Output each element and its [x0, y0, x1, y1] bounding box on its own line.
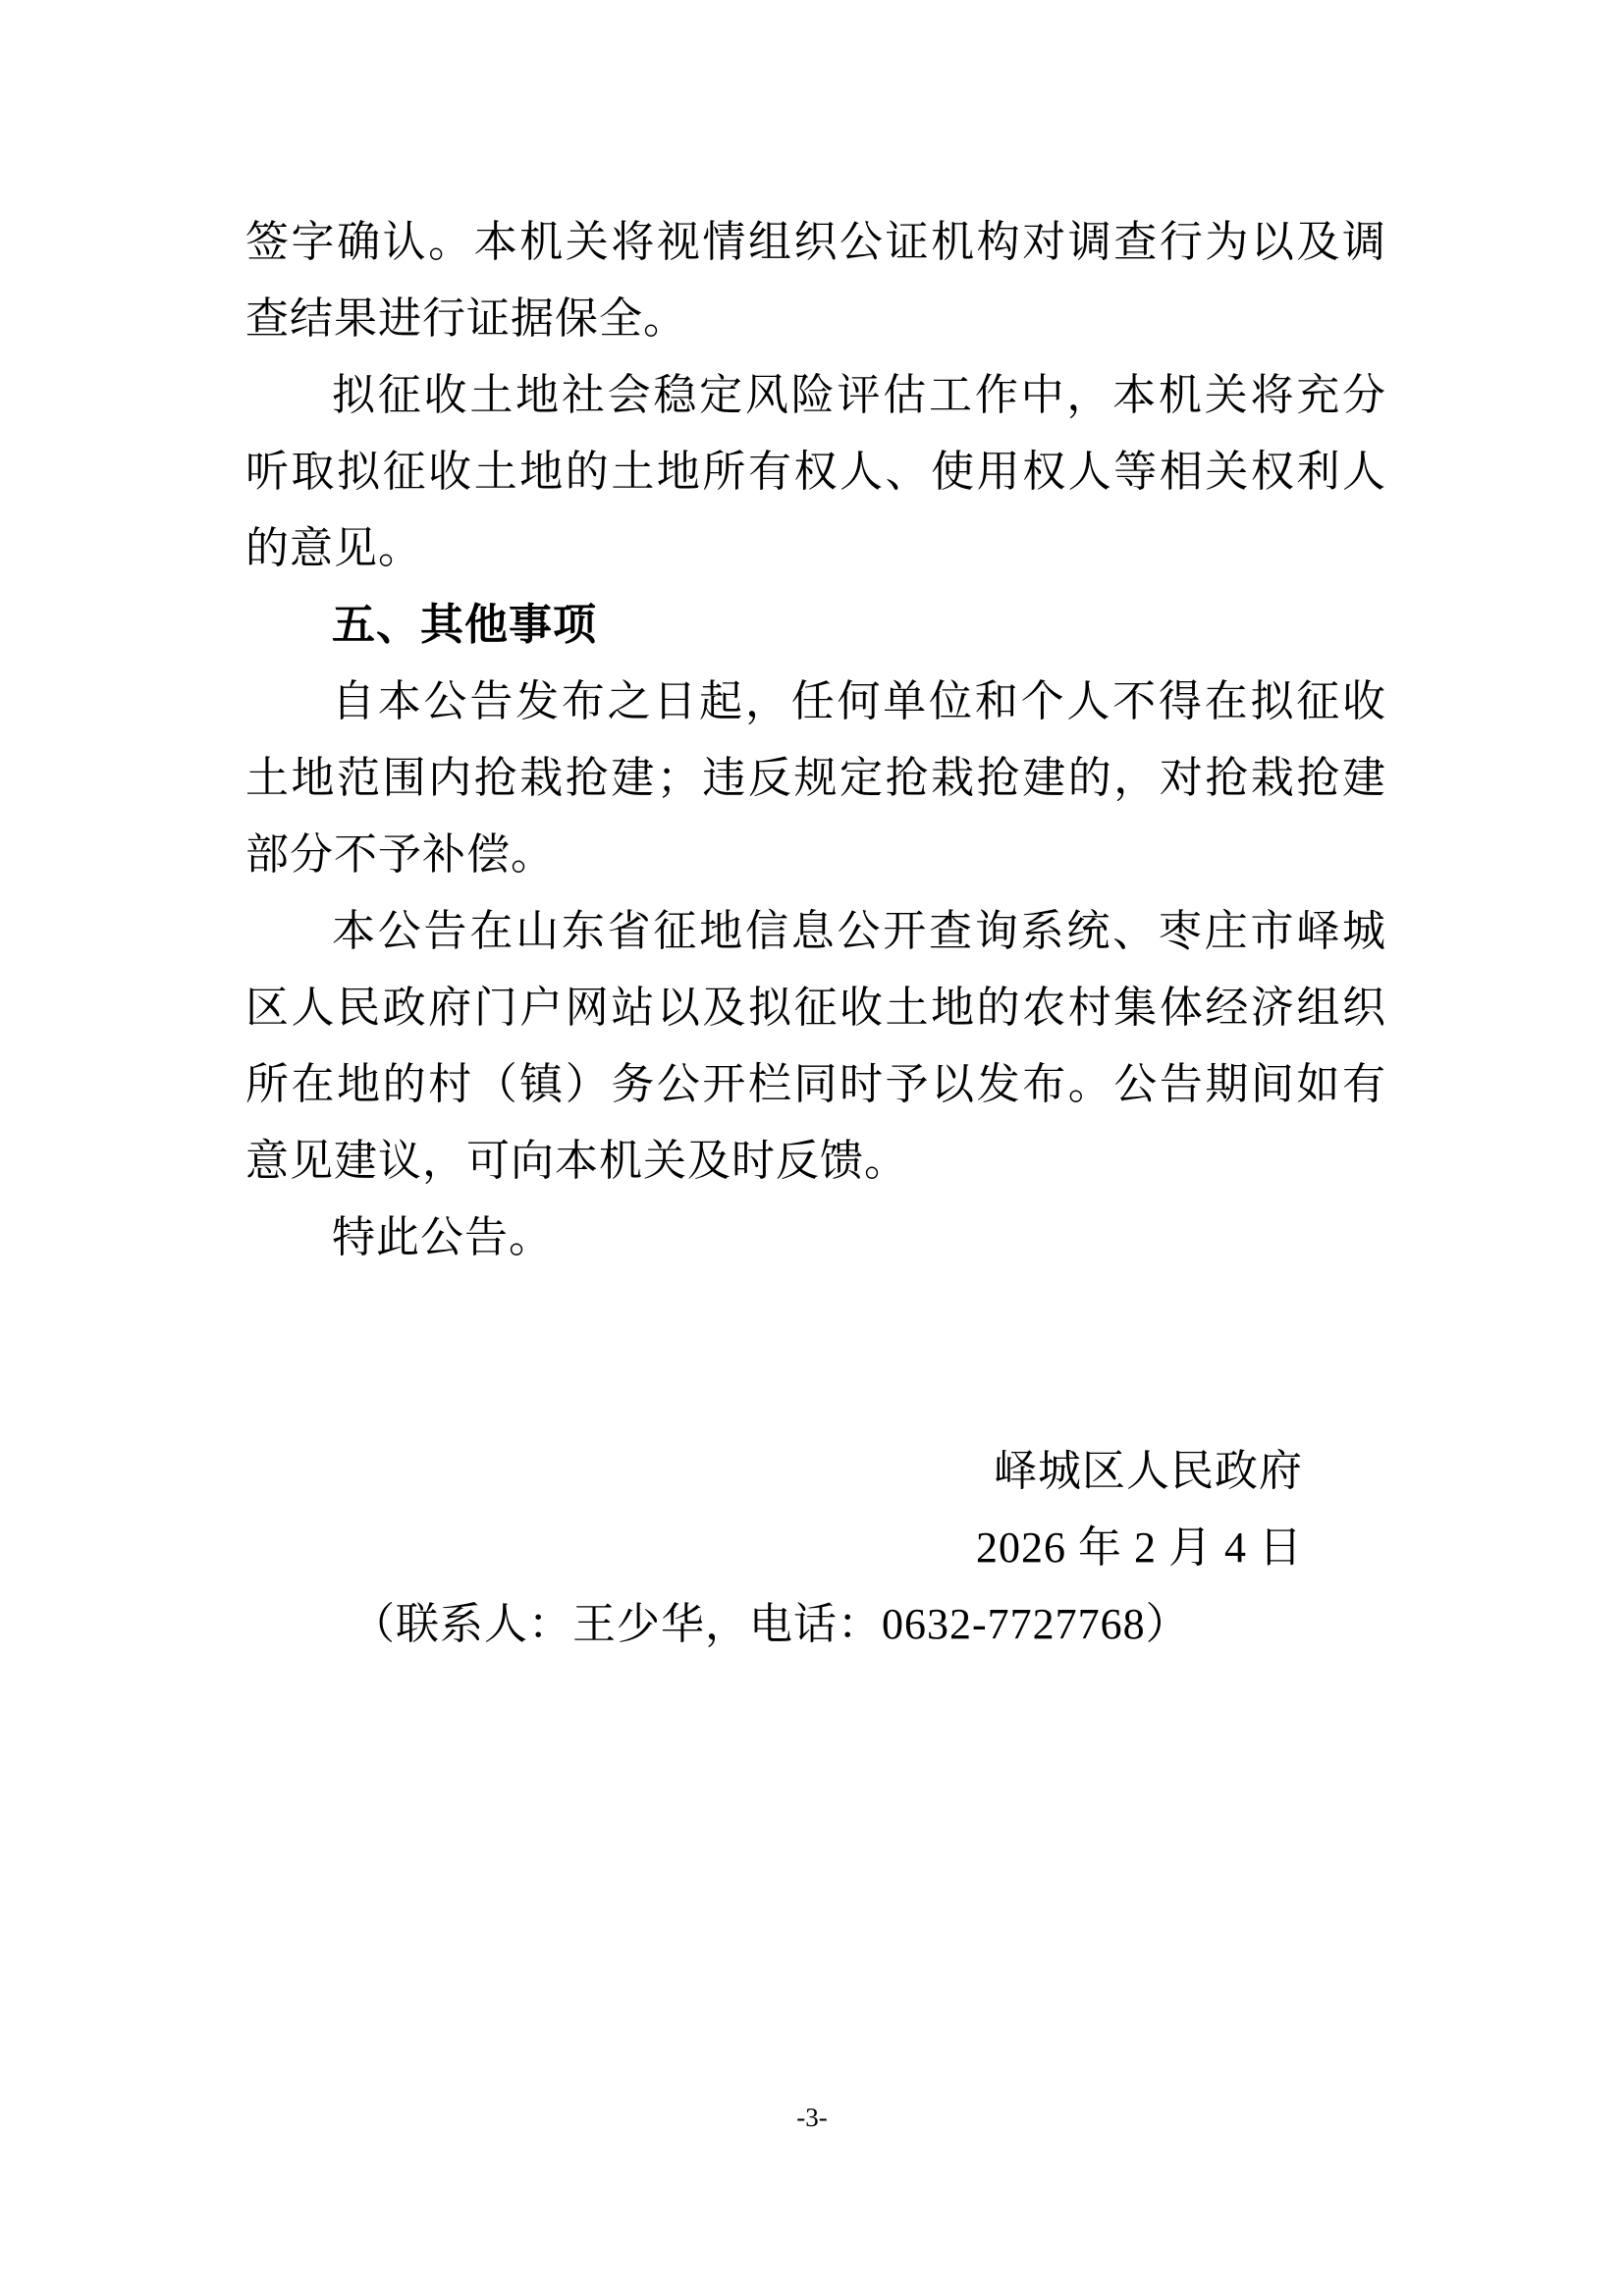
- paragraph-publication-channels: 本公告在山东省征地信息公开查询系统、枣庄市峄城区人民政府门户网站以及拟征收土地的农村集体经济组织所在地的村（镇）务公开栏同时予以发布。公告期间如有意见建议，可向本机关及时反馈。: [245, 907, 1386, 1185]
- paragraph-evidence-preservation: 签字确认。本机关将视情组织公证机构对调查行为以及调查结果进行证据保全。: [245, 218, 1386, 343]
- paragraph-no-rush-building: 自本公告发布之日起，任何单位和个人不得在拟征收土地范围内抢栽抢建；违反规定抢栽抢建的，对抢栽抢建部分不予补偿。: [245, 677, 1386, 879]
- paragraph-closing-statement: 特此公告。: [332, 1213, 553, 1261]
- document-body: [245, 204, 1386, 1663]
- contact-info: （联系人：王少华，电话：0632-7727768）: [352, 1600, 1190, 1648]
- signature-block: [245, 1433, 1386, 1586]
- section-heading-other-matters: 五、其他事项: [332, 601, 597, 649]
- paragraph-risk-assessment: 拟征收土地社会稳定风险评估工作中，本机关将充分听取拟征收土地的土地所有权人、使用权人等相关权利人的意见。: [245, 371, 1386, 572]
- issuing-authority: 峄城区人民政府: [994, 1447, 1303, 1495]
- issue-date: 2026 年 2 月 4 日: [976, 1523, 1303, 1572]
- page-number: -3-: [796, 2103, 828, 2132]
